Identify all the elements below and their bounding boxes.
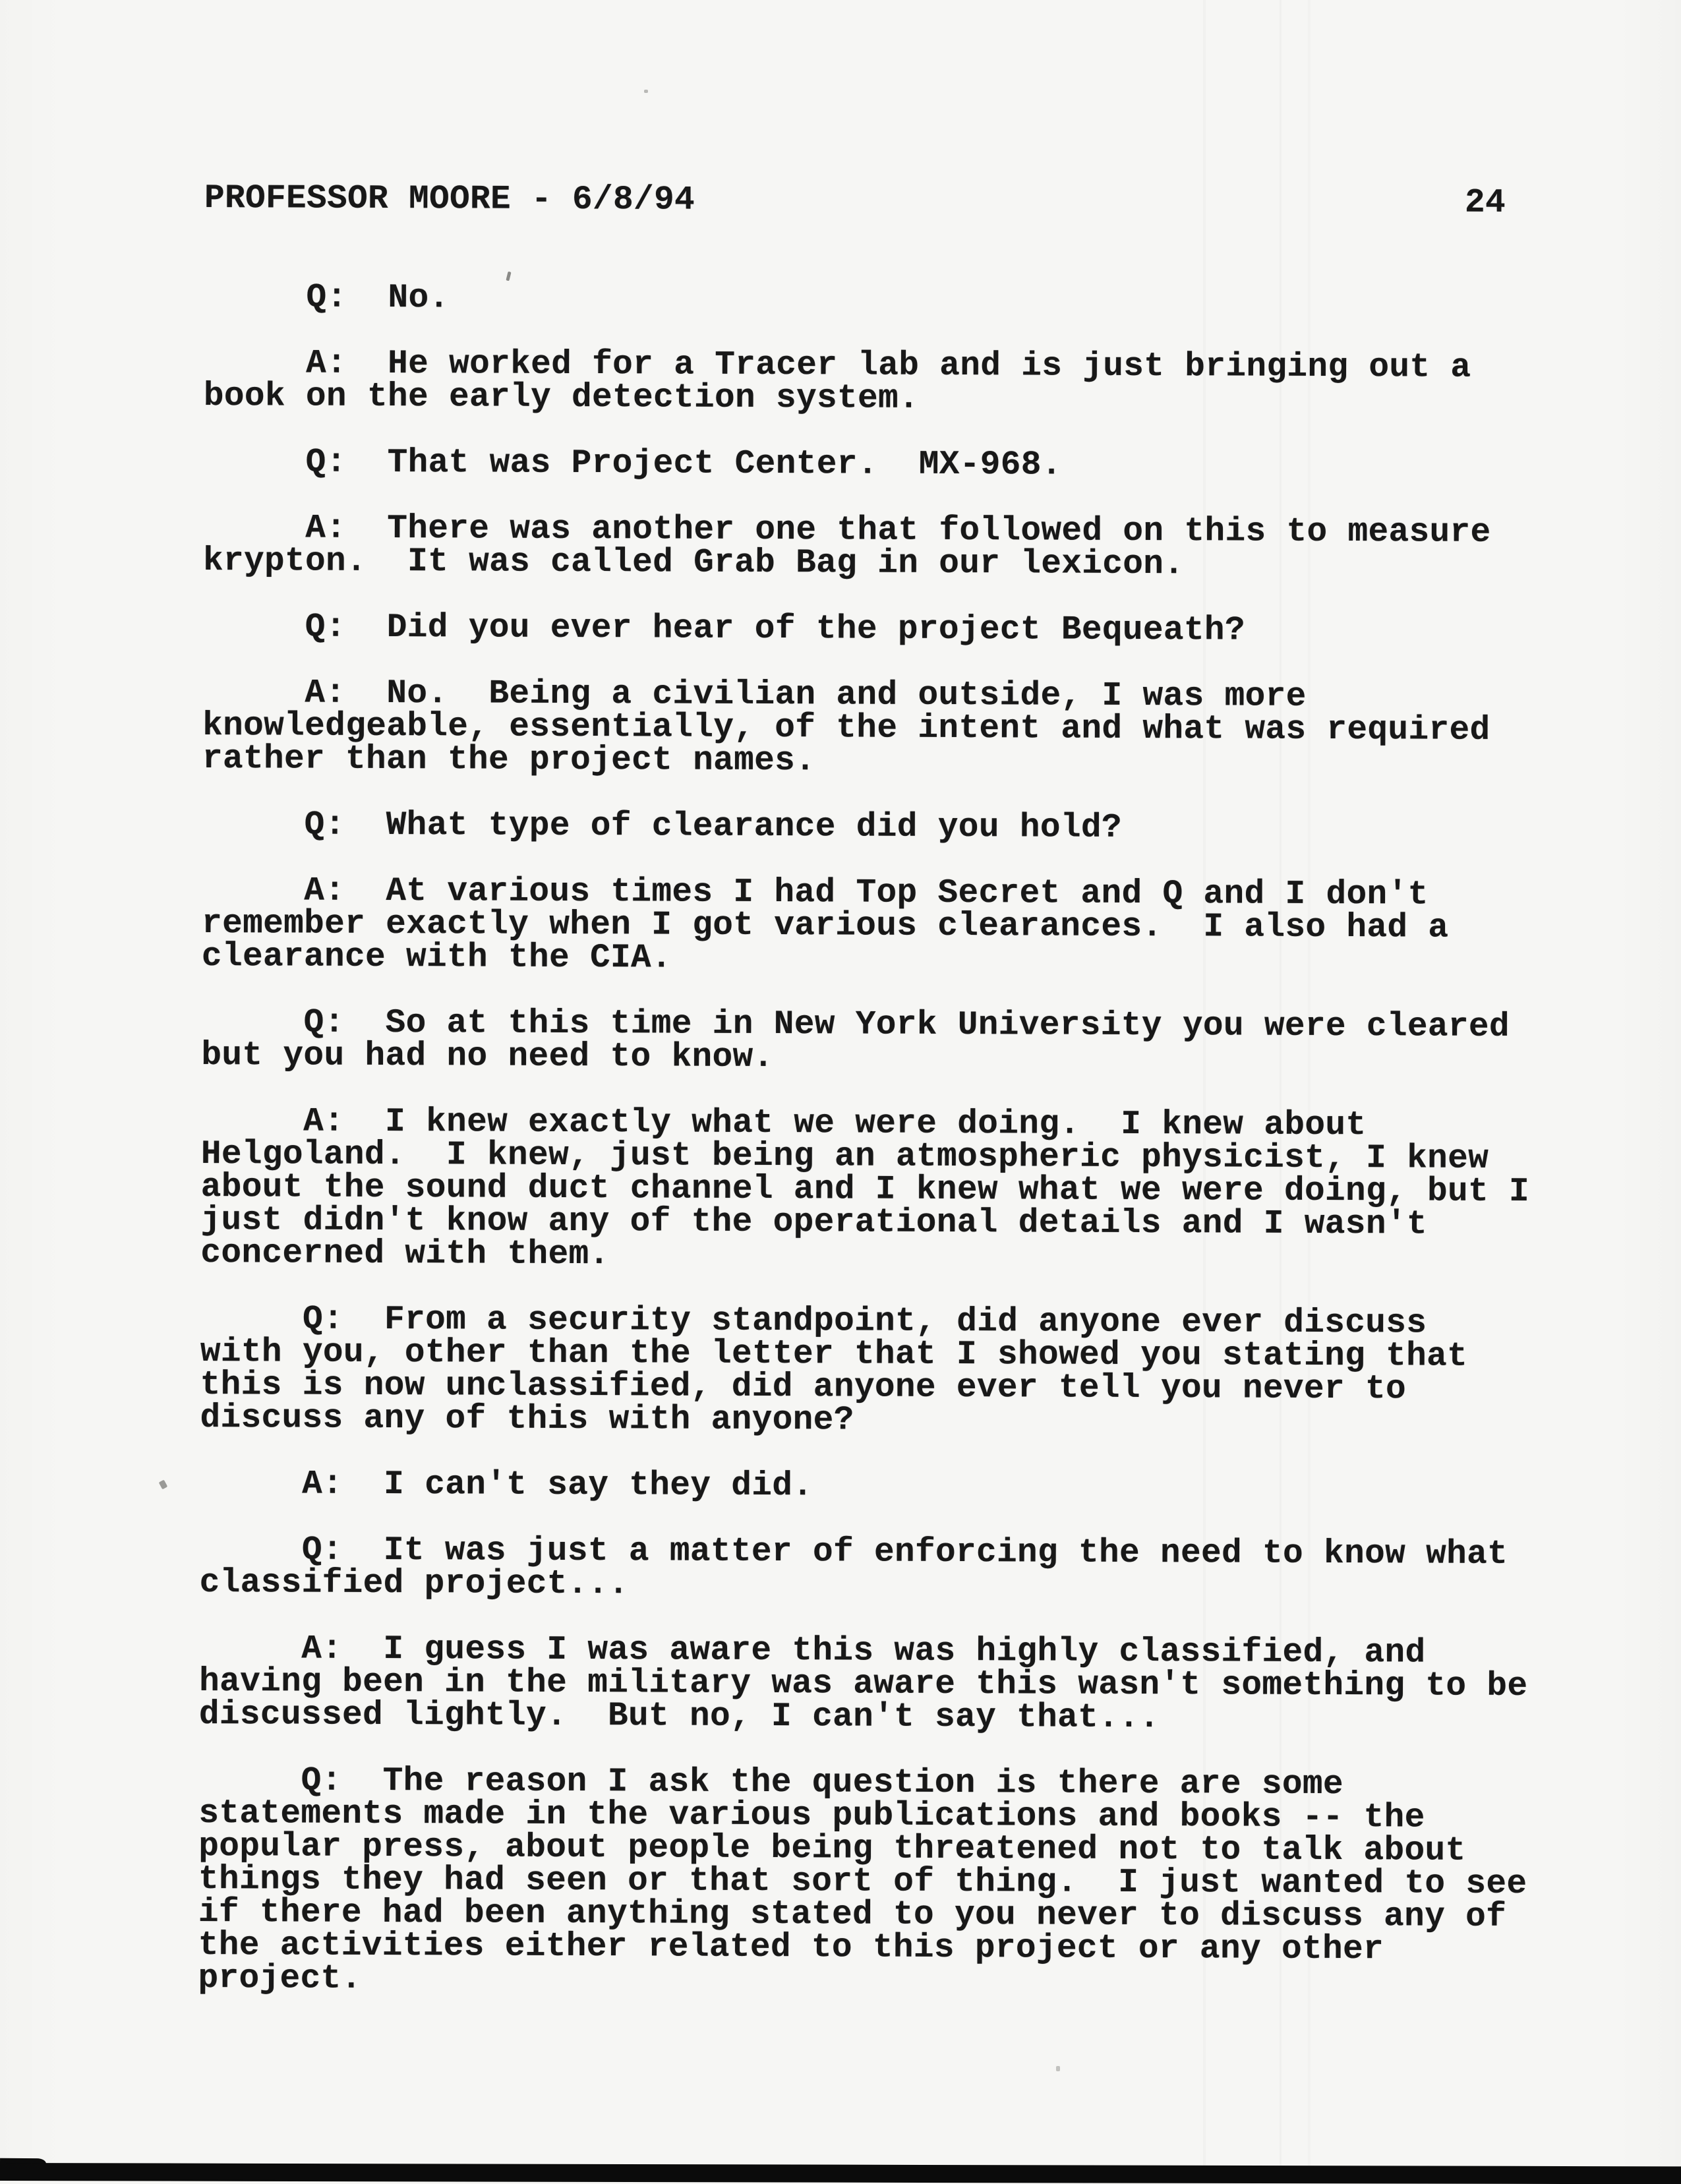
qa-paragraph: Q: So at this time in New York University you were cleared but you had no need to know. [201,1003,1510,1077]
qa-paragraph: Q: No. [204,278,450,318]
qa-paragraph: Q: The reason I ask the question is there are some statements made in the various publications and books -- the popular press, about people being threatened not to talk about things they had seen or that sort of thing. I just wanted to see if there had been anything stated to you never to discuss any of the activities either related to this project or any other project. [198,1761,1527,1998]
qa-paragraph: Q: That was Project Center. MX-968. [203,443,1062,485]
qa-paragraph: Q: From a security standpoint, did anyone ever discuss with you, other than the letter that I showed you stating that this is now unclassified, did anyone ever tell you never to discuss any of this with anyone? [200,1300,1468,1440]
qa-paragraph: Q: Did you ever hear of the project Bequeath? [202,608,1246,650]
transcript-body [198,278,1601,2000]
qa-paragraph: A: He worked for a Tracer lab and is just bringing out a book on the early detection system. [203,344,1471,418]
page-number: 24 [1464,184,1506,222]
scan-speck [1056,2066,1060,2071]
scan-edge-bar [0,2163,1681,2184]
qa-paragraph: A: There was another one that followed on this to measure krypton. It was called Grab Bag in our lexicon. [202,509,1491,584]
qa-paragraph: A: I guess I was aware this was highly classified, and having been in the military was aware this wasn't something to be discussed lightly. But no, I can't say that... [198,1630,1528,1738]
qa-paragraph: A: No. Being a civilian and outside, I was more knowledgeable, essentially, of the intent and what was required rather than the project names. [202,674,1490,781]
qa-paragraph: Q: It was just a matter of enforcing the need to know what classified project... [199,1531,1508,1604]
qa-paragraph: A: At various times I had Top Secret and Q and I don't remember exactly when I got various clearances. I also had a clearance with the CIA. [201,871,1449,978]
qa-paragraph: Q: What type of clearance did you hold? [202,806,1123,847]
page-header-title: PROFESSOR MOORE - 6/8/94 [204,180,695,220]
qa-paragraph: A: I knew exactly what we were doing. I knew about Helgoland. I knew, just being an atmospheric physicist, I knew about the sound duct channel and I knew what we were doing, but I just didn't know any of the operational details and I wasn't concerned with them. [200,1102,1530,1274]
qa-paragraph: A: I can't say they did. [200,1465,813,1506]
scan-speck [644,90,648,93]
